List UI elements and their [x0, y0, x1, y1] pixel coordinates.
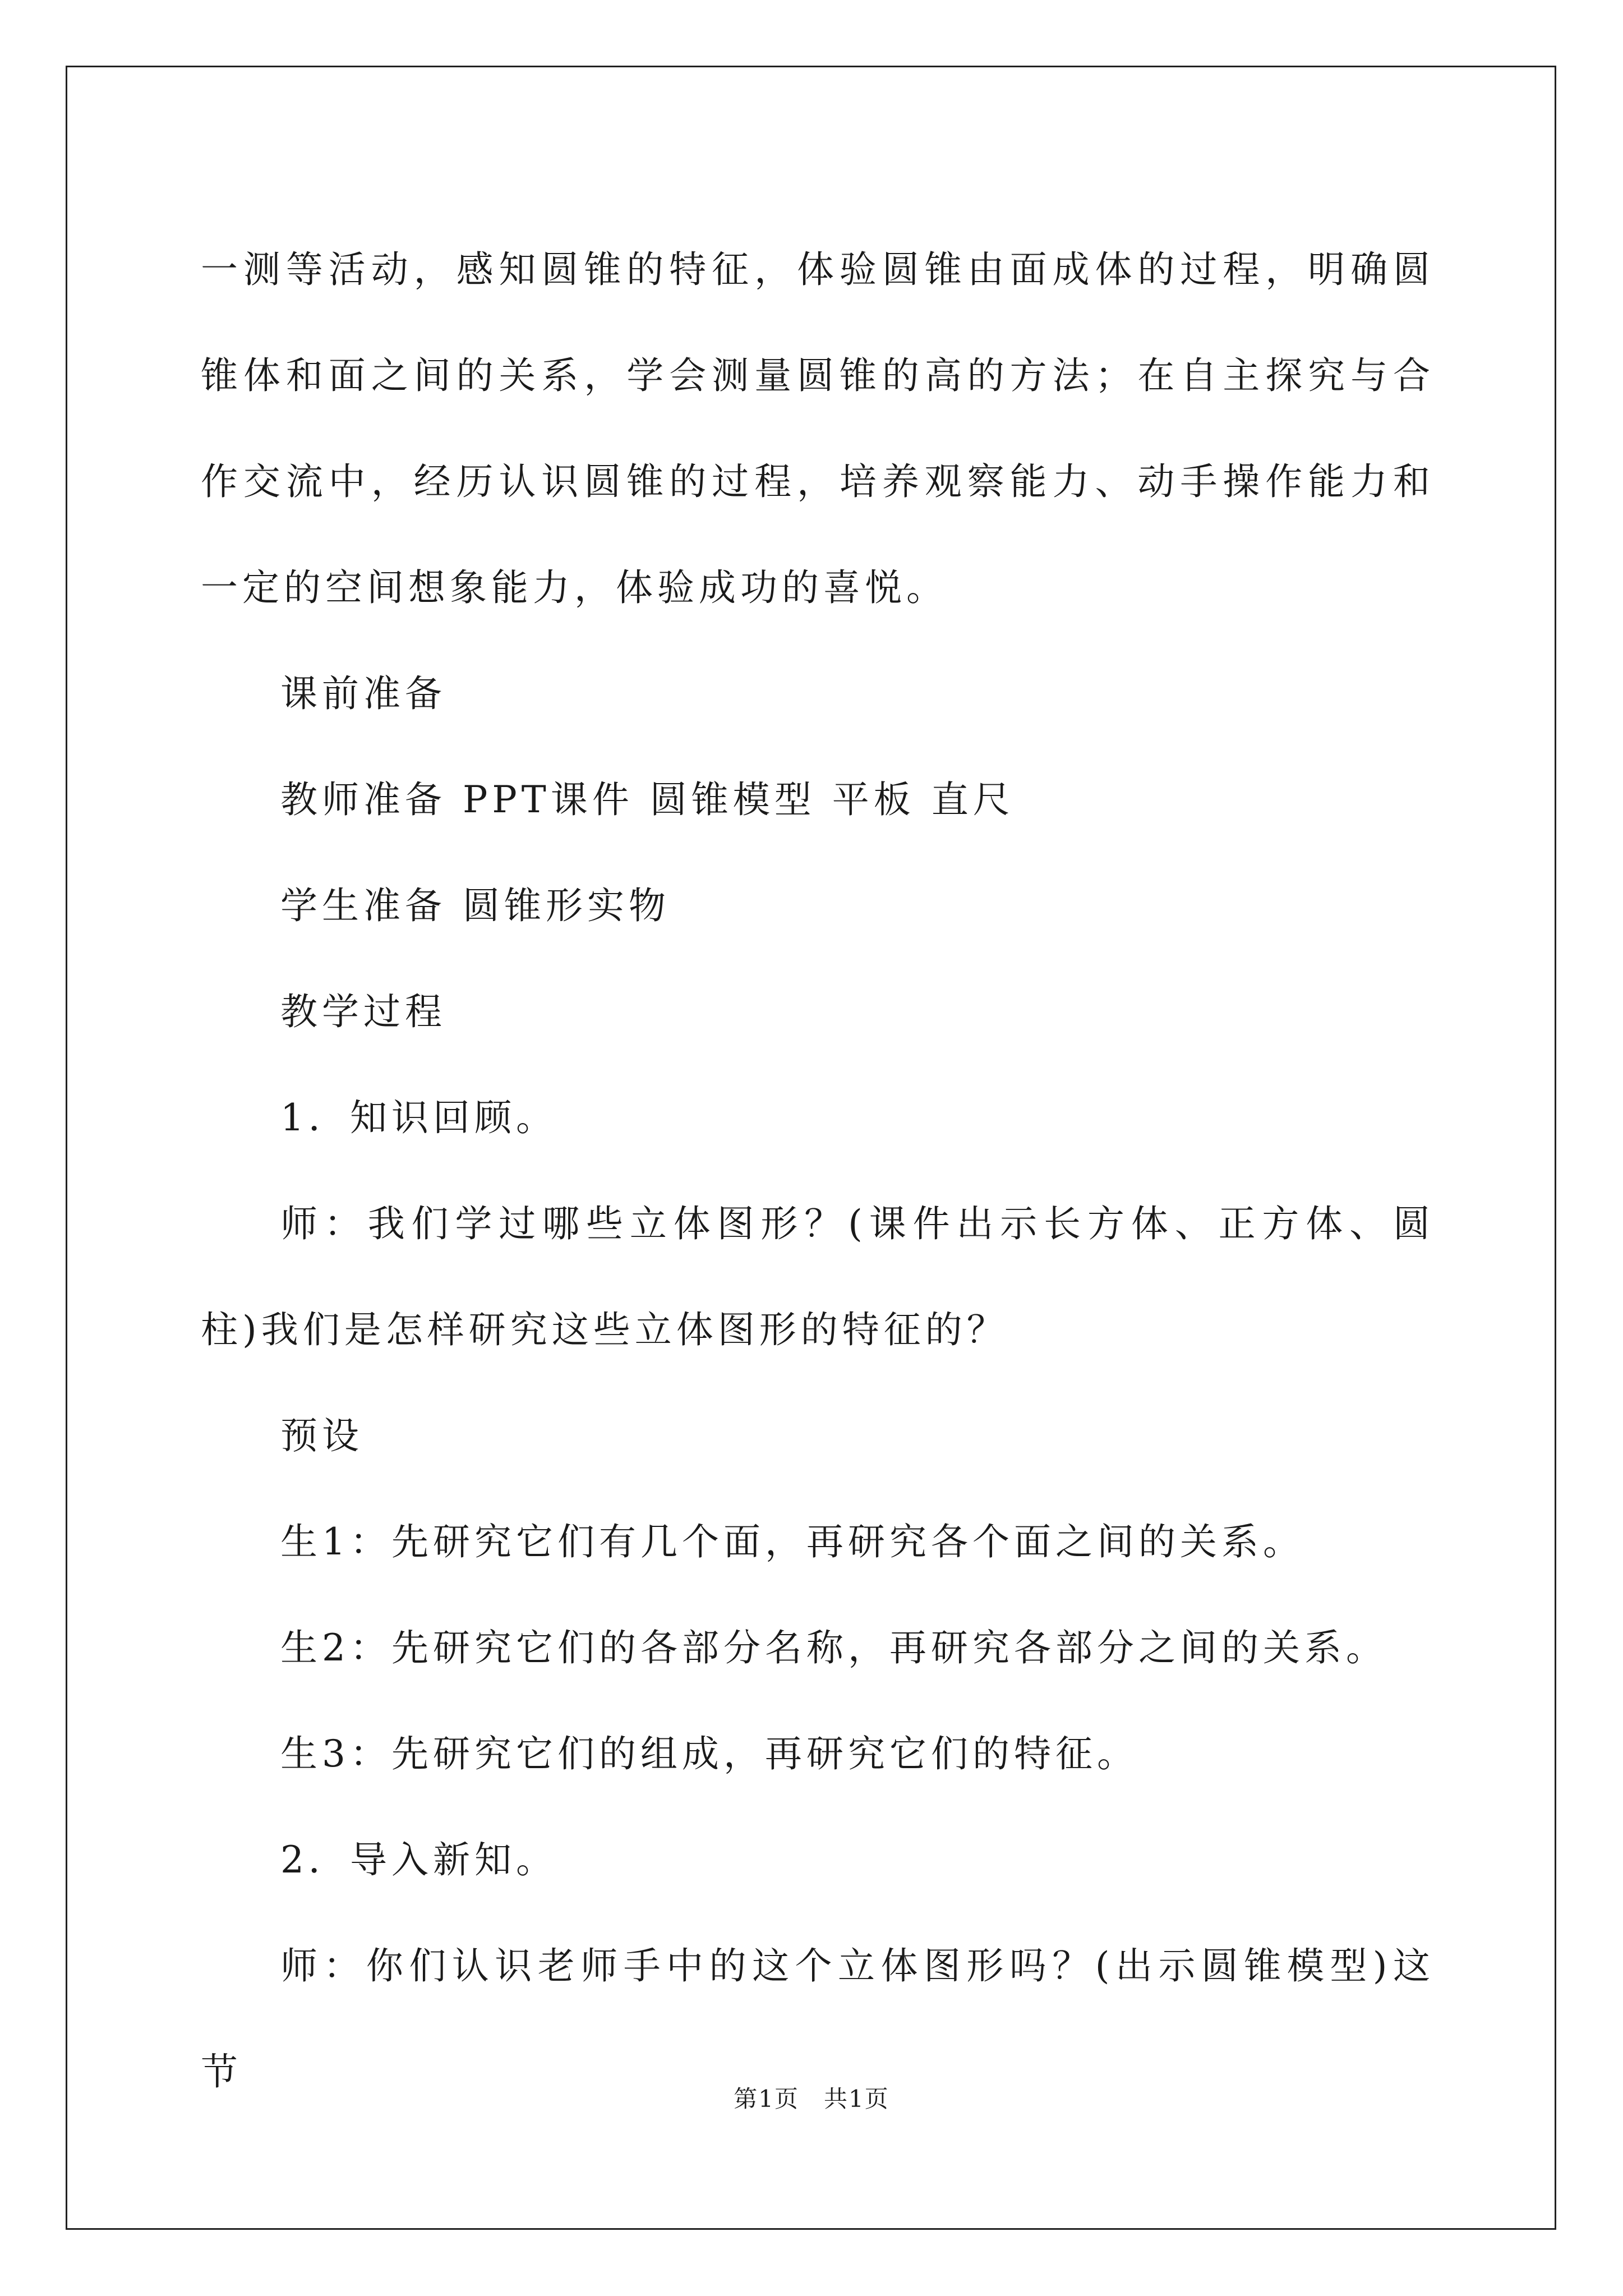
paragraph-teacher-question-1: 师：我们学过哪些立体图形？(课件出示长方体、正方体、圆柱)我们是怎样研究这些立体图形的特征的？ — [201, 1202, 1435, 1351]
paragraph-student-1: 生1：先研究它们有几个面，再研究各个面之间的关系。 — [280, 1520, 1304, 1563]
paragraph-objectives: 一测等活动，感知圆锥的特征，体验圆锥由面成体的过程，明确圆锥体和面之间的关系，学会测量圆锥的高的方法；在自主探究与合作交流中，经历认识圆锥的过程，培养观察能力、动手操作能力和一定的空间想象能力，体验成功的喜悦。 — [201, 248, 1435, 609]
paragraph-student-2: 生2：先研究它们的各部分名称，再研究各部分之间的关系。 — [280, 1626, 1387, 1669]
paragraph-student-3: 生3：先研究它们的组成，再研究它们的特征。 — [280, 1732, 1138, 1775]
paragraph-teacher-question-2: 师：你们认识老师手中的这个立体图形吗？(出示圆锥模型)这节 — [201, 1944, 1435, 2093]
heading-knowledge-review: 1．知识回顾。 — [280, 1096, 557, 1139]
page-number-footer: 第1页 共1页 — [734, 2085, 889, 2113]
heading-preparation: 课前准备 — [280, 672, 446, 715]
heading-preset: 预设 — [280, 1414, 363, 1457]
document-body — [201, 217, 1435, 2125]
heading-introduce-new: 2．导入新知。 — [280, 1838, 557, 1881]
paragraph-student-preparation: 学生准备 圆锥形实物 — [280, 884, 670, 927]
heading-teaching-process: 教学过程 — [280, 990, 446, 1033]
paragraph-teacher-preparation: 教师准备 PPT课件 圆锥模型 平板 直尺 — [280, 778, 1015, 821]
